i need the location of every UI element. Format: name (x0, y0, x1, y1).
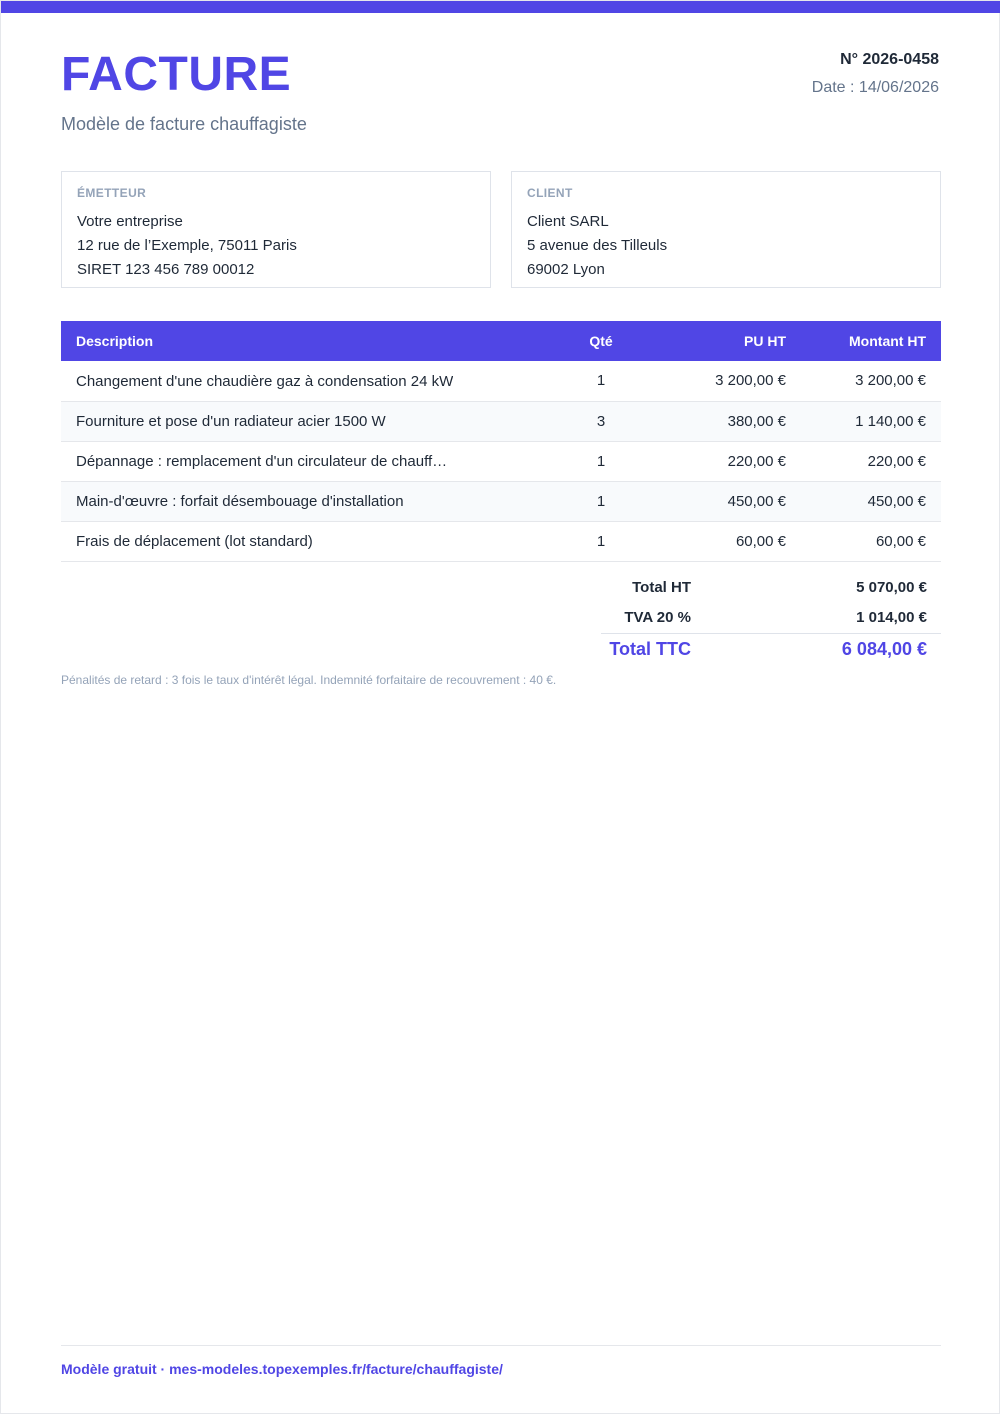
late-payment-note: Pénalités de retard : 3 fois le taux d'intérêt légal. Indemnité forfaitaire de recouvrement : 40 €. (61, 673, 557, 687)
client-address: 5 avenue des Tilleuls (527, 237, 668, 254)
client-box (511, 171, 941, 288)
total-ttc-value: 6 084,00 € (841, 639, 927, 659)
row-description: Main-d'œuvre : forfait désembouage d'installation (61, 481, 541, 521)
row-description: Fourniture et pose d'un radiateur acier 1500 W (61, 401, 541, 441)
row-amount: 3 200,00 € (801, 361, 941, 401)
row-qty: 1 (541, 521, 661, 561)
tva-value: 1 014,00 € (856, 609, 927, 626)
table-header-row (61, 321, 941, 361)
invoice-number: N° 2026-0458 (840, 51, 939, 68)
row-description: Changement d'une chaudière gaz à condensation 24 kW (61, 361, 541, 401)
row-description: Dépannage : remplacement d'un circulateur de chauff… (61, 441, 541, 481)
table-row (61, 361, 941, 401)
row-qty: 1 (541, 361, 661, 401)
table-row (61, 401, 941, 441)
items-table (61, 321, 941, 562)
row-unit-price: 220,00 € (661, 441, 801, 481)
row-amount: 60,00 € (801, 521, 941, 561)
total-ht-label: Total HT (632, 579, 691, 596)
header-qty: Qté (541, 321, 661, 361)
row-amount: 1 140,00 € (801, 401, 941, 441)
client-city: 69002 Lyon (527, 261, 605, 278)
issuer-box (61, 171, 491, 288)
issuer-siret: SIRET 123 456 789 00012 (77, 261, 255, 278)
row-unit-price: 60,00 € (661, 521, 801, 561)
row-unit-price: 380,00 € (661, 401, 801, 441)
header-unit-price: PU HT (661, 321, 801, 361)
tva-row (601, 603, 941, 633)
row-qty: 1 (541, 441, 661, 481)
footer-link[interactable]: Modèle gratuit · mes-modeles.topexemples.fr/facture/chauffagiste/ (61, 1361, 503, 1377)
total-ht-row (601, 573, 941, 603)
totals-block (601, 573, 941, 665)
row-unit-price: 3 200,00 € (661, 361, 801, 401)
header-description: Description (61, 321, 541, 361)
total-ttc-row (601, 633, 941, 665)
invoice-title: FACTURE (61, 48, 292, 101)
row-unit-price: 450,00 € (661, 481, 801, 521)
row-description: Frais de déplacement (lot standard) (61, 521, 541, 561)
row-qty: 1 (541, 481, 661, 521)
table-row (61, 441, 941, 481)
tva-label: TVA 20 % (624, 609, 691, 626)
total-ht-value: 5 070,00 € (856, 579, 927, 596)
table-row (61, 521, 941, 561)
issuer-name: Votre entreprise (77, 213, 183, 230)
row-qty: 3 (541, 401, 661, 441)
header-amount: Montant HT (801, 321, 941, 361)
invoice-subtitle: Modèle de facture chauffagiste (61, 114, 307, 134)
row-amount: 450,00 € (801, 481, 941, 521)
accent-top-bar (1, 1, 1000, 13)
row-amount: 220,00 € (801, 441, 941, 481)
issuer-address: 12 rue de l’Exemple, 75011 Paris (77, 237, 297, 254)
invoice-date: Date : 14/06/2026 (811, 79, 939, 96)
client-label: CLIENT (527, 186, 573, 200)
client-name: Client SARL (527, 213, 609, 230)
total-ttc-label: Total TTC (609, 639, 691, 659)
table-row (61, 481, 941, 521)
issuer-label: ÉMETTEUR (77, 186, 147, 200)
footer-divider (61, 1345, 941, 1346)
